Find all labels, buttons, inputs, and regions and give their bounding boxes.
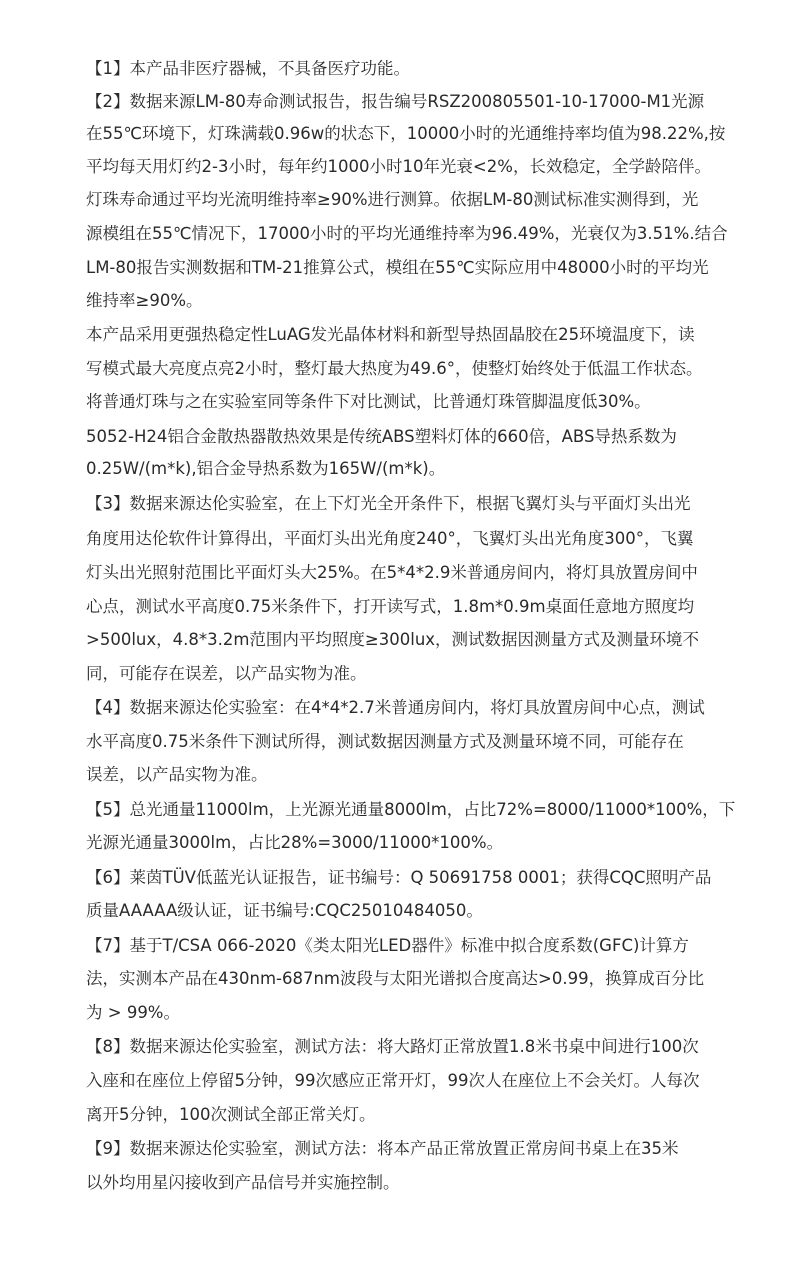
note-3-line-5: >500lux，4.8*3.2m范围内平均照度≥300lux，测试数据因测量方式及测量环境不	[86, 630, 700, 649]
note-6-line-1: 【6】莱茵TÜV低蓝光认证报告，证书编号：Q 50691758 0001；获得CQC照明产品	[86, 868, 712, 887]
note-3-line-3: 灯头出光照射范围比平面灯头大25%。在5*4*2.9米普通房间内，将灯具放置房间中	[86, 563, 698, 582]
note-3-line-1: 【3】数据来源达伦实验室，在上下灯光全开条件下，根据飞翼灯头与平面灯头出光	[86, 494, 691, 513]
note-5-line-1: 【5】总光通量11000lm，上光源光通量8000lm，占比72%=8000/11000*100%，下	[86, 800, 736, 819]
note-9-line-2: 以外均用星闪接收到产品信号并实施控制。	[86, 1173, 400, 1192]
note-2-line-1: 【2】数据来源LM-80寿命测试报告，报告编号RSZ200805501-10-17000-M1光源	[86, 92, 705, 111]
note-2-line-12: 0.25W/(m*k),铝合金导热系数为165W/(m*k)。	[86, 459, 446, 478]
note-3-line-4: 心点，测试水平高度0.75米条件下，打开读写式，1.8m*0.9m桌面任意地方照度均	[86, 597, 695, 616]
note-2-line-6: LM-80报告实测数据和TM-21推算公式，模组在55℃实际应用中48000小时的平均光	[86, 258, 709, 277]
note-4-line-3: 误差，以产品实物为准。	[86, 765, 268, 784]
note-8-line-2: 入座和在座位上停留5分钟，99次感应正常开灯，99次人在座位上不会关灯。人每次	[86, 1071, 700, 1090]
note-3-line-6: 同，可能存在误差，以产品实物为准。	[86, 664, 367, 683]
note-2-line-8: 本产品采用更强热稳定性LuAG发光晶体材料和新型导热固晶胶在25环境温度下，读	[86, 325, 695, 344]
note-9-line-1: 【9】数据来源达伦实验室，测试方法：将本产品正常放置正常房间书桌上在35米	[86, 1139, 679, 1158]
note-7-line-2: 法，实测本产品在430nm-687nm波段与太阳光谱拟合度高达>0.99，换算成百分比	[86, 969, 705, 988]
note-2-line-3: 平均每天用灯约2-3小时，每年约1000小时10年光衰<2%，长效稳定，全学龄陪伴。	[86, 157, 711, 176]
note-8-line-1: 【8】数据来源达伦实验室，测试方法：将大路灯正常放置1.8米书桌中间进行100次	[86, 1037, 699, 1056]
note-5-line-2: 光源光通量3000lm，占比28%=3000/11000*100%。	[86, 833, 504, 852]
note-2-line-11: 5052-H24铝合金散热器散热效果是传统ABS塑料灯体的660倍，ABS导热系数为	[86, 427, 677, 446]
note-4-line-1: 【4】数据来源达伦实验室：在4*4*2.7米普通房间内，将灯具放置房间中心点，测试	[86, 698, 705, 717]
note-2-line-4: 灯珠寿命通过平均光流明维持率≥90%进行测算。依据LM-80测试标准实测得到，光	[86, 190, 699, 209]
note-7-line-1: 【7】基于T/CSA 066-2020《类太阳光LED器件》标准中拟合度系数(GFC)计算方	[86, 936, 689, 955]
note-2-line-9: 写模式最大亮度点亮2小时，整灯最大热度为49.6°，使整灯始终处于低温工作状态。	[86, 359, 703, 378]
note-6-line-2: 质量AAAAA级认证，证书编号:CQC25010484050。	[86, 901, 483, 920]
note-2-line-10: 将普通灯珠与之在实验室同等条件下对比测试，比普通灯珠管脚温度低30%。	[86, 392, 651, 411]
note-1-line-1: 【1】本产品非医疗器械，不具备医疗功能。	[86, 59, 410, 78]
note-2-line-7: 维持率≥90%。	[86, 291, 203, 310]
note-4-line-2: 水平高度0.75米条件下测试所得，测试数据因测量方式及测量环境不同，可能存在	[86, 732, 684, 751]
note-2-line-5: 源模组在55℃情况下，17000小时的平均光通维持率为96.49%，光衰仅为3.51%.结合	[86, 224, 728, 243]
note-8-line-3: 离开5分钟，100次测试全部正常关灯。	[86, 1105, 376, 1124]
note-2-line-2: 在55℃环境下，灯珠满载0.96w的状态下，10000小时的光通维持率均值为98.22%,按	[86, 124, 726, 143]
note-7-line-3: 为 > 99%。	[86, 1003, 180, 1022]
note-3-line-2: 角度用达伦软件计算得出，平面灯头出光角度240°，飞翼灯头出光角度300°，飞翼	[86, 529, 694, 548]
